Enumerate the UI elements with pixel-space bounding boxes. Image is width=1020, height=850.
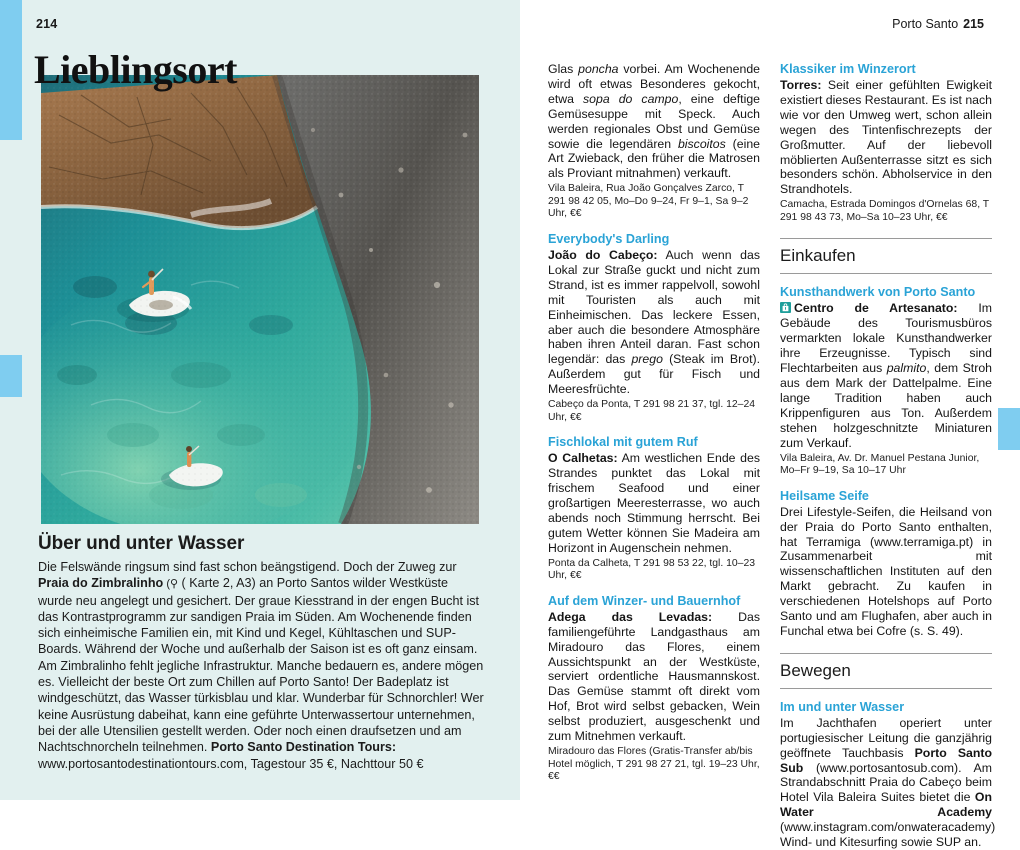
thumb-index-tab-lower[interactable] [0, 355, 22, 397]
left-page-body [38, 533, 484, 772]
entry-body [780, 78, 992, 197]
section-heading-bewegen: Bewegen [780, 653, 992, 689]
entry-title: Fischlokal mit gutem Ruf [548, 435, 698, 450]
continuation-meta: Vila Baleira, Rua João Gonçalves Zarco, T 291 98 42 05, Mo–Do 9–24, Fr 9–1, Sa 9–2 Uhr, €€ [548, 183, 749, 220]
place-name-bold: Praia do Zimbralinho [38, 576, 164, 591]
entry-kunsthandwerk-von-porto-santo [780, 285, 992, 477]
entry-meta: Vila Baleira, Av. Dr. Manuel Pestana Junior, Mo–Fr 9–19, Sa 10–17 Uhr [780, 452, 980, 477]
photo-illustration [41, 75, 479, 524]
entry-meta: Cabeço da Ponta, T 291 98 21 37, tgl. 12–24 Uhr, €€ [548, 399, 756, 423]
entry-body [780, 715, 996, 850]
entry-body-a: Auch wenn das Lokal zur Straße guckt und nicht zum Strand, ist es immer rappelvoll, sowohl mit Touristen als auch mit Einheimischen. Das leckere Essen, aber auch die besondere Atmosphäre haben ihren Anteil daran. Fast schon legendär: das [548, 248, 760, 367]
entry-body-b: (www.portosantosub.com). Am Strandabschnitt Praia do Cabeço beim Hotel Vila Baleira Suites bietet die [780, 760, 992, 805]
body-intro: Die Felswände ringsum sind fast schon beängstigend. Doch der Zuweg zur [38, 560, 457, 574]
left-page [0, 0, 520, 800]
thumb-index-tab-right[interactable] [998, 408, 1020, 450]
entry-title: Auf dem Winzer- und Bauernhof [548, 593, 741, 608]
entry-body-a: Das familiengeführte Landgasthaus am Miradouro das Flores, einem Aussichtspunkt an der Westküste, serviert ordentliche Hausmannskost. Das Gemüse stammt oft direkt vom Hof, Brot wird selbst gebacken, Wein selbst produziert, ausgeschenkt und zum Mitnehmen verkauft. [548, 609, 760, 744]
entry-meta: Miradouro das Flores (Gratis-Transfer ab/bis Hotel möglich, T 291 98 27 21, tgl. 19–23 Uhr, €€ [548, 745, 760, 783]
entry-continuation [548, 62, 760, 221]
body-map-ref: ( Karte 2, A3) an Porto Santos wilder Westküste wurde neu angelegt und gesichert. Der graue Kiesstrand in der engen Bucht ist das Kontrastprogramm zur sandigen Praia im Süden. Am Wochenende finden sich einheimische Familien ein, mit Kind und Kegel, Kühltaschen und SUP-Boards. Während der Woche und außerhalb der Saison ist es oft ganz einsam. Am Zimbralinho fehlt jegliche Infrastruktur. Manche bedauern es, andere mögen es. Vielleicht der beste Ort zum Chillen auf Porto Santo! Der Badeplatz ist windgeschützt, das Wasser türkisblau und klar. Wunderbar für Schnorchler! Wer keine Ausrüstung dabeihat, kann eine geführte Unterwassertour unternehmen, bei der alle Utensilien gestellt werden. Oder noch einen draufsetzen und am Nachtschnorcheln teilnehmen. [38, 576, 484, 755]
dive-base-name: Porto Santo Sub [780, 745, 992, 775]
entry-body [548, 451, 760, 555]
entry-body [548, 248, 760, 397]
map-pin-icon: (⚲ [163, 578, 179, 591]
entry-everybodys-darling [548, 232, 760, 424]
entry-lead: João do Cabeço: [548, 248, 658, 263]
academy-name: On Water Academy [780, 790, 992, 820]
entry-body [780, 301, 992, 450]
entry-body [548, 610, 760, 744]
entry-body: Drei Lifestyle-Seifen, die Heilsand von der Praia do Porto Santo enthalten, hat Terramiga (www.terramiga.pt) in Zusammenarbeit mit wissenschaftlichen Instituten auf den Markt gebracht. Zu kaufen in verschiedenen Hotelshops auf Porto Santo und am Flughafen, aber auch in Funchal etwa bei Cofre (s. S. 49). [780, 504, 992, 638]
cont-text-c: , eine deftige Gemüsesuppe mit Speck. Auch werden regionales Obst und Gemüse sowie die legendären [548, 91, 760, 151]
entry-title: Heilsame Seife [780, 488, 869, 503]
entry-lead: Torres: [780, 78, 822, 92]
entry-body-b: , dem Stroh aus dem Mark der Dattelpalme. Eine lange Tradition haben auch Krippenfiguren aus Ton. Außerdem stehen holzgeschnitzte Miniaturen zum Verkauf. [780, 361, 992, 450]
continuation-body [548, 62, 760, 181]
entry-meta: Ponta da Calheta, T 291 98 53 22, tgl. 10–23 Uhr, €€ [548, 557, 756, 582]
entry-body-a: Im Gebäude des Tourismusbüros vermarkten lokale Kunsthandwerker ihre Erzeugnisse. Typisch sind Flechtarbeiten aus [780, 301, 993, 376]
thumb-index-tab-upper[interactable] [0, 0, 22, 140]
entry-lead: O Calhetas: [548, 451, 618, 466]
entry-title: Kunsthandwerk von Porto Santo [780, 285, 976, 300]
shopping-bag-icon [780, 302, 791, 313]
entry-body-c: (www.instagram.com/onwateracademy) Wind- und Kitesurfing sowie SUP an. [780, 820, 996, 850]
cont-italic-poncha: poncha [578, 62, 619, 76]
entry-title: Im und unter Wasser [780, 699, 905, 714]
entry-italic-prego: prego [631, 352, 663, 367]
entry-fischlokal-mit-gutem-ruf [548, 435, 760, 583]
running-head-title: Porto Santo [892, 17, 959, 31]
two-column-text [548, 62, 996, 850]
entry-body-a: Am westlichen Ende des Strandes punktet das Lokal mit frischem Seafood und einer großartigen Meeresterrasse, wo auch abends noch Stimmung herrscht. Bei gutem Wetter können Sie Madeira am Horizont in Augenschein nehmen. [548, 451, 760, 555]
entry-lead: Centro de Artesanato: [794, 301, 958, 316]
entry-auf-dem-winzer-und-bauernhof [548, 594, 760, 784]
cont-italic-sopa: sopa do campo [583, 91, 679, 106]
right-page [520, 0, 1020, 850]
tour-operator-bold: Porto Santo Destination Tours: [210, 740, 397, 755]
page-title: Lieblingsort [34, 47, 237, 92]
running-head [892, 17, 984, 31]
tour-operator-details: www.portosantodestinationtours.com, Tagestour 35 €, Nachttour 50 € [38, 756, 424, 771]
entry-meta: Camacha, Estrada Domingos d'Ornelas 68, T 291 98 43 73, Mo–Sa 10–23 Uhr, €€ [780, 199, 989, 223]
page-number-right: 215 [963, 17, 984, 31]
entry-klassiker-im-winzerort [780, 62, 992, 224]
cont-italic-biscoitos: biscoitos [677, 136, 726, 151]
entry-lead: Adega das Levadas: [548, 609, 713, 624]
entry-title: Klassiker im Winzerort [780, 62, 916, 76]
entry-im-und-unter-wasser [780, 699, 996, 850]
lieblingsort-photo [41, 75, 479, 524]
page-number-left: 214 [36, 17, 58, 31]
column-middle [548, 62, 761, 783]
entry-italic-palmito: palmito [886, 361, 927, 376]
entry-body-a: Im Jachthafen operiert unter portugiesischer Leitung die ganzjährig geöffnete Tauchbasis [780, 715, 992, 760]
column-right [780, 62, 996, 850]
entry-heilsame-seife [780, 489, 992, 639]
cont-text-b: vorbei. Am Wochenende wird oft etwas Besonderes gekocht, etwa [548, 62, 761, 106]
left-body-paragraph [38, 559, 484, 772]
entry-body-text: Seit einer gefühlten Ewigkeit existiert dieses Restaurant. Es ist nach wie vor den Umweg wert, schon allein wegen des Tintenfischrezepts der Großmutter. Auf der liebevoll möblierten Außenterrasse sitzt es sich besonders schön. Abholservice in den Strandhotels. [780, 78, 992, 197]
section-heading-ueber-und-unter-wasser: Über und unter Wasser [38, 533, 245, 554]
section-heading-einkaufen: Einkaufen [780, 238, 992, 274]
entry-title: Everybody's Darling [548, 232, 670, 247]
entry-body-b: (Steak im Brot). Außerdem gut für Fisch und Meeresfrüchte. [548, 352, 760, 397]
cont-text-d: (eine Art Zwieback, den früher die Matrosen als Proviant mitnahmen) verkauft. [548, 136, 760, 181]
cont-text-a: Glas [548, 62, 579, 76]
